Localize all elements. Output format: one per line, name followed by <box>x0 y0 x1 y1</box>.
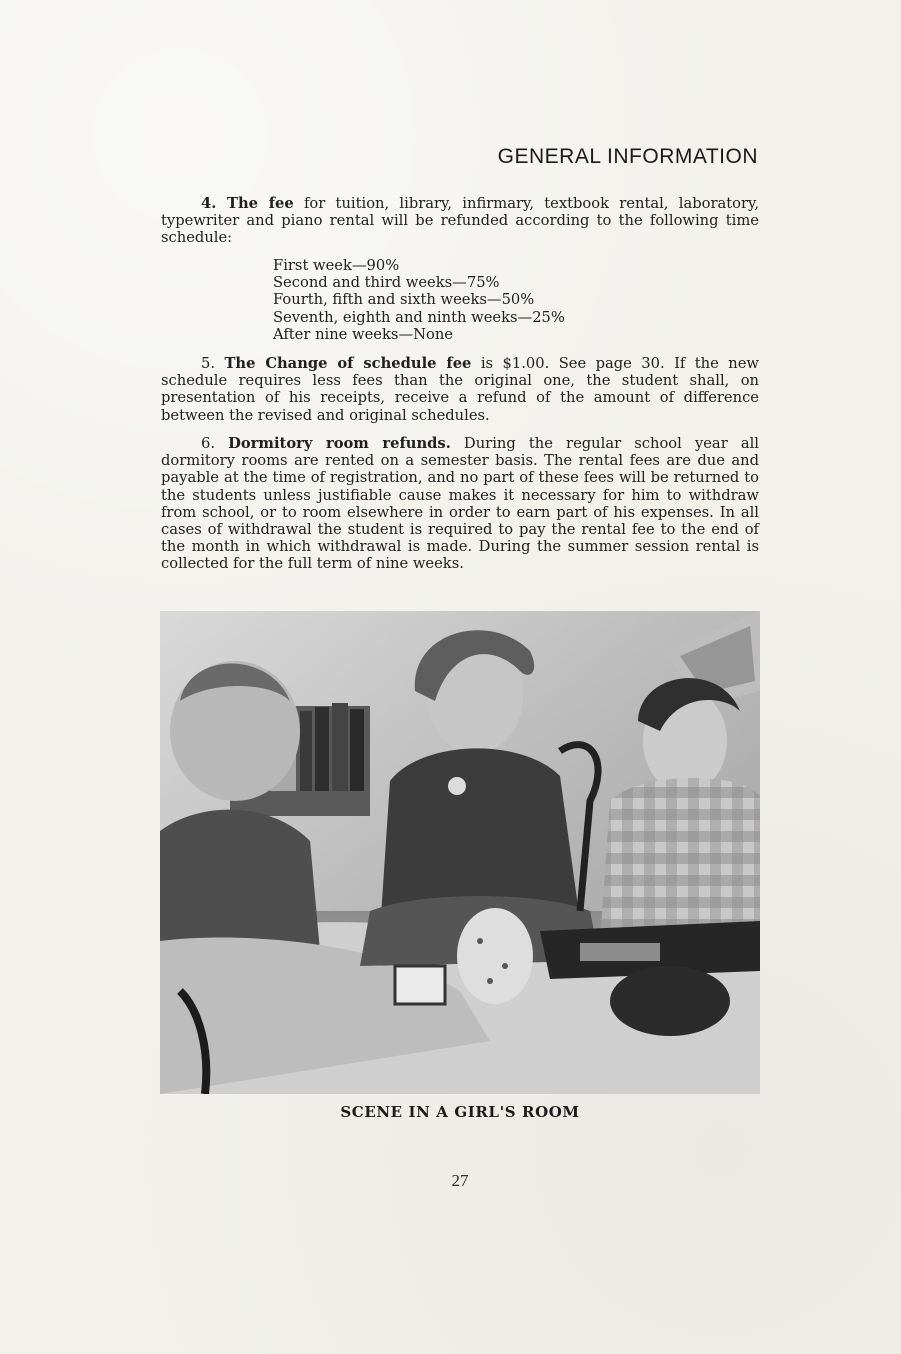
photo-caption: SCENE IN A GIRL'S ROOM <box>340 1103 580 1121</box>
schedule-item: After nine weeks—None <box>273 325 453 343</box>
schedule-item: First week—90% <box>273 257 400 274</box>
photo-illustration <box>160 611 760 1094</box>
schedule-item: Seventh, eighth and ninth weeks—25% <box>273 308 565 326</box>
schedule-item: Fourth, fifth and sixth weeks—50% <box>273 291 535 309</box>
item-4-paragraph <box>161 195 759 247</box>
item-5-text: is $1.00. See page 30. If the new schedule requires less fees than the original one, the student shall, on presentation of his receipts, receive a refund of the amount of difference between the revised and original schedules. <box>161 355 759 424</box>
item-5-number: 5. <box>201 355 216 372</box>
item-5-lead: The Change of schedule fee <box>224 355 472 372</box>
page-number: 27 <box>451 1171 469 1190</box>
item-5-paragraph <box>161 355 759 424</box>
refund-schedule-list <box>273 257 565 343</box>
item-6-text: During the regular school year all dormitory rooms are rented on a semester basis. The rental fees are due and payable at the time of registration, and no part of these fees will be returned to the students unless justifiable cause makes it necessary for him to withdraw from school, or to room elsewhere in order to earn part of his expenses. In all cases of withdrawal the student is required to pay the rental fee to the end of the month in which withdrawal is made. During the summer session rental is collected for the full term of nine weeks. <box>161 435 759 573</box>
schedule-item: Second and third weeks—75% <box>273 274 500 292</box>
item-6-lead: Dormitory room refunds. <box>228 435 451 452</box>
dorm-room-photo <box>160 611 760 1094</box>
item-6-paragraph <box>161 435 759 573</box>
page-header: GENERAL INFORMATION <box>497 145 758 168</box>
item-6-number: 6. <box>201 435 216 452</box>
item-4-lead: 4. The fee <box>201 195 294 212</box>
item-4-text: for tuition, library, infirmary, textbook rental, laboratory, typewriter and piano rental will be refunded according to the following time schedule: <box>161 195 759 247</box>
